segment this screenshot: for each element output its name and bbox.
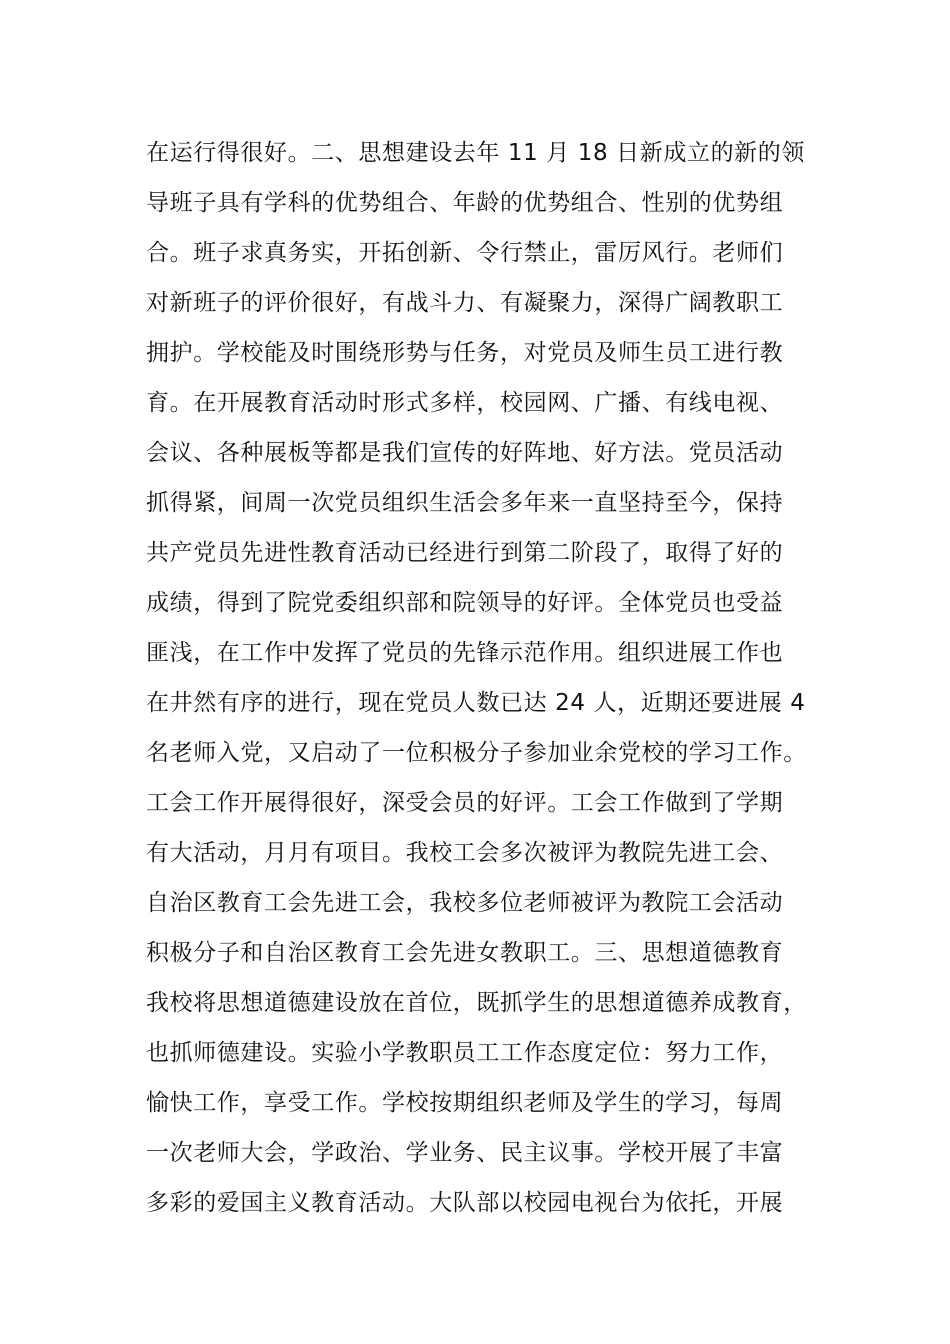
text-line: 抓得紧，间周一次党员组织生活会多年来一直坚持至今，保持	[146, 490, 784, 516]
text-line: 愉快工作，享受工作。学校按期组织老师及学生的学习，每周	[146, 1090, 784, 1116]
text-line: 名老师入党，又启动了一位积极分子参加业余党校的学习工作。	[146, 740, 807, 766]
text-line: 导班子具有学科的优势组合、年龄的优势组合、性别的优势组	[146, 190, 784, 216]
text-line: 合。班子求真务实，开拓创新、令行禁止，雷厉风行。老师们	[146, 240, 784, 266]
text-line: 积极分子和自治区教育工会先进女教职工。三、思想道德教育	[146, 940, 784, 966]
text-line: 也抓师德建设。实验小学教职员工工作态度定位：努力工作，	[146, 1040, 784, 1066]
text-line: 一次老师大会，学政治、学业务、民主议事。学校开展了丰富	[146, 1140, 784, 1166]
text-line: 会议、各种展板等都是我们宣传的好阵地、好方法。党员活动	[146, 440, 784, 466]
text-line: 工会工作开展得很好，深受会员的好评。工会工作做到了学期	[146, 790, 784, 816]
text-line: 共产党员先进性教育活动已经进行到第二阶段了，取得了好的	[146, 540, 784, 566]
text-line: 自治区教育工会先进工会，我校多位老师被评为教院工会活动	[146, 890, 784, 916]
text-line: 对新班子的评价很好，有战斗力、有凝聚力，深得广阔教职工	[146, 290, 784, 316]
body-text	[146, 128, 826, 1228]
text-line: 育。在开展教育活动时形式多样，校园网、广播、有线电视、	[146, 390, 784, 416]
text-line: 多彩的爱国主义教育活动。大队部以校园电视台为依托，开展	[146, 1190, 784, 1216]
text-line: 拥护。学校能及时围绕形势与任务，对党员及师生员工进行教	[146, 340, 784, 366]
text-line: 匪浅，在工作中发挥了党员的先锋示范作用。组织进展工作也	[146, 640, 784, 666]
text-line: 有大活动，月月有项目。我校工会多次被评为教院先进工会、	[146, 840, 784, 866]
text-line: 我校将思想道德建设放在首位，既抓学生的思想道德养成教育，	[146, 990, 807, 1016]
text-line: 在井然有序的进行，现在党员人数已达 24 人，近期还要进展 4	[146, 690, 806, 716]
text-line: 成绩，得到了院党委组织部和院领导的好评。全体党员也受益	[146, 590, 784, 616]
text-line: 在运行得很好。二、思想建设去年 11 月 18 日新成立的新的领	[146, 140, 805, 166]
